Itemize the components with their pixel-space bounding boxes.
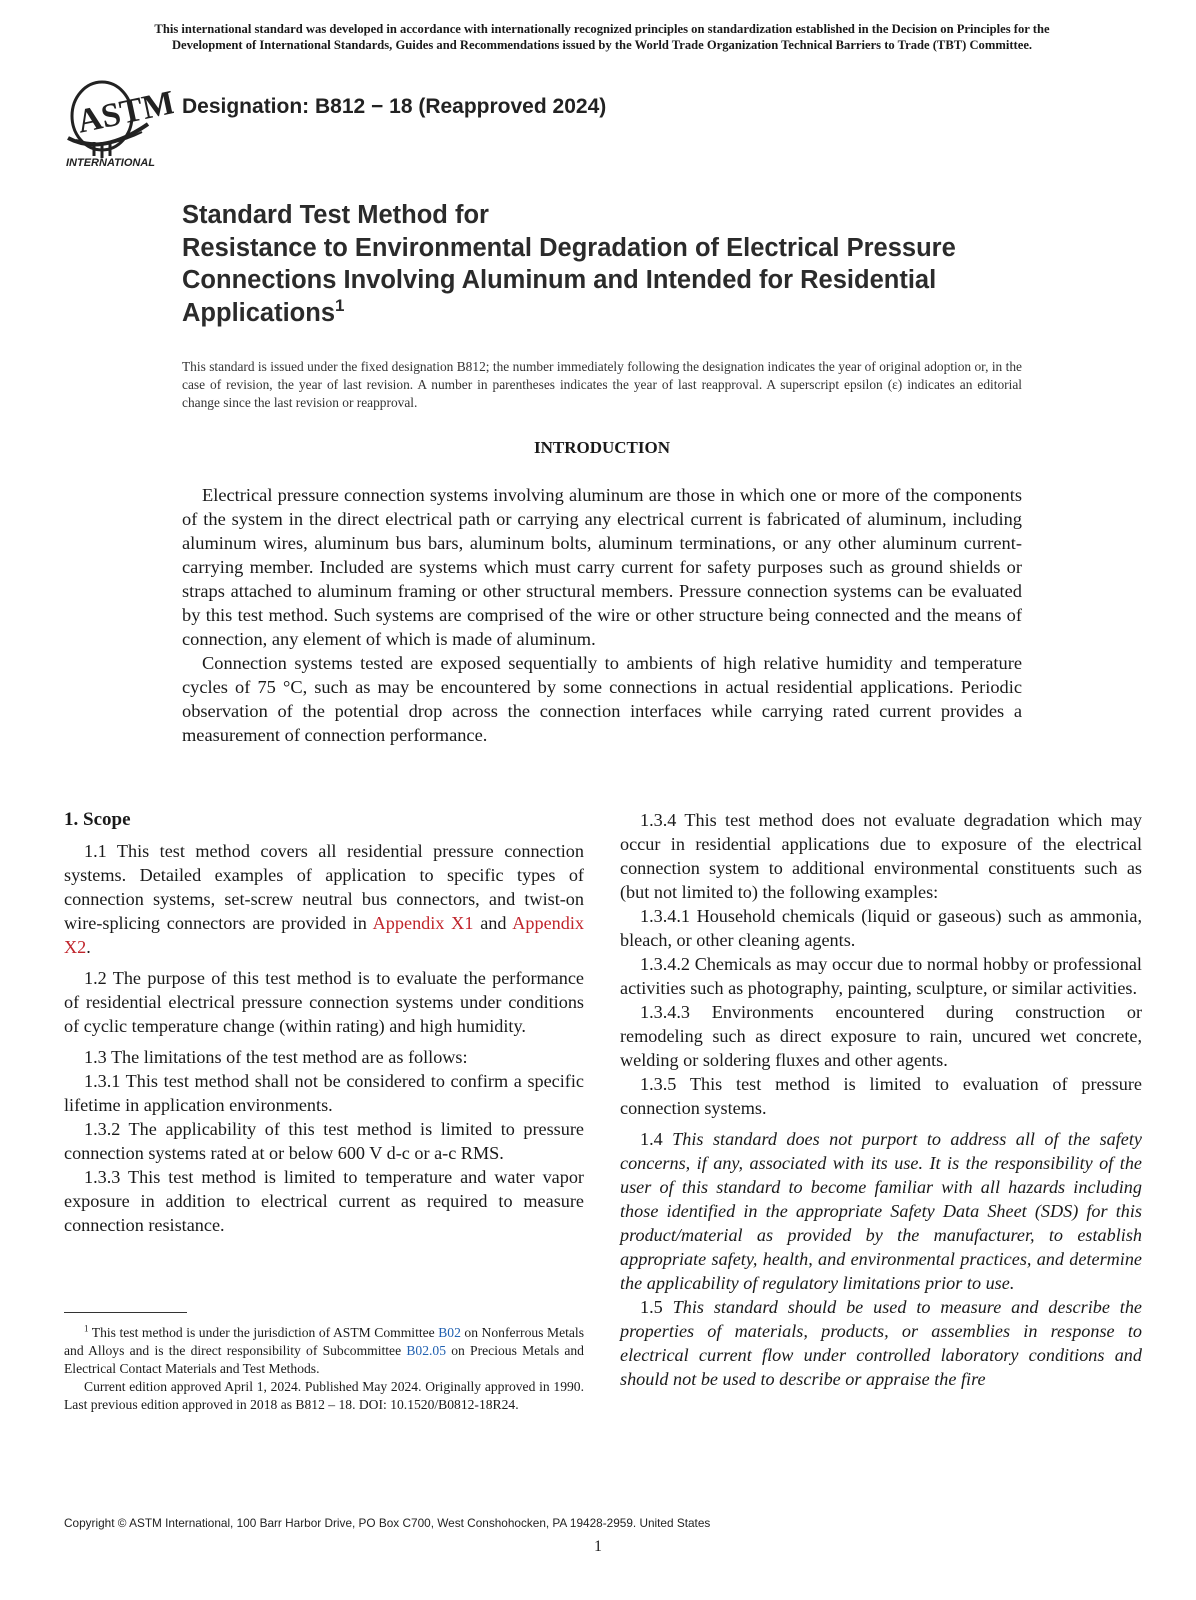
section-1-3-4-3: 1.3.4.3 Environments encountered during construction or remodeling such as direct exposure to rain, uncured wet concrete, welding or soldering fluxes and other agents. (620, 1002, 1142, 1070)
section-1-3-4-2: 1.3.4.2 Chemicals as may occur due to normal hobby or professional activities such as photography, painting, sculpture, or similar activities. (620, 954, 1142, 998)
title-line-1: Standard Test Method for (182, 201, 489, 229)
section-1-1: 1.1 This test method covers all residential pressure connection systems. Detailed examples of application to specific types of connection systems, set-screw neutral bus connectors, and twist-on wire-splicing connectors are provided in Appendix X1 and Appendix X2. (64, 841, 584, 957)
designation: Designation: B812 − 18 (Reapproved 2024) (182, 95, 607, 118)
appendix-x1-link[interactable]: Appendix X1 (372, 913, 474, 933)
svg-text:ASTM: ASTM (74, 84, 174, 141)
section-1-2: 1.2 The purpose of this test method is to evaluate the performance of residential electrical pressure connection systems under conditions of cyclic temperature change (within rating) and high humidity. (64, 968, 584, 1036)
page-number: 1 (594, 1538, 602, 1555)
title-line-2: Resistance to Environmental Degradation of Electrical Pressure Connections Involving Aluminum and Intended for Residential Applications (182, 233, 956, 327)
intro-paragraph-2: Connection systems tested are exposed sequentially to ambients of high relative humidity and temperature cycles of 75 °C, such as may be encountered by some connections in actual residential applications. Periodic observation of the potential drop across the connection interfaces while carrying rated current provides a measurement of connection performance. (182, 653, 1022, 745)
logo-subtext: INTERNATIONAL (66, 157, 156, 168)
copyright: Copyright © ASTM International, 100 Barr Harbor Drive, PO Box C700, West Conshohocken, PA 19428-2959. United States (64, 1516, 711, 1530)
standard-note: This standard is issued under the fixed designation B812; the number immediately following the designation indicates the year of original adoption or, in the case of revision, the year of last revision. A number in parentheses indicates the year of last reapproval. A superscript epsilon (ε) indicates an editorial change since the last revision or reapproval. (182, 359, 1022, 410)
notice-line-2: Development of International Standards, Guides and Recommendations issued by the World Trade Organization Technical Barriers to Trade (TBT) Committee. (171, 38, 1033, 52)
section-1-3-2: 1.3.2 The applicability of this test method is limited to pressure connection systems rated at or below 600 V d-c or a-c RMS. (64, 1119, 584, 1163)
subcommittee-b02-05-link[interactable]: B02.05 (406, 1343, 446, 1358)
scope-heading: 1. Scope (64, 809, 131, 830)
intro-paragraph-1: Electrical pressure connection systems involving aluminum are those in which one or more of the components of the system in the direct electrical path or carrying any electrical current is fabricated of aluminum, including aluminum wires, aluminum bus bars, aluminum bolts, aluminum terminations, or any other aluminum current-carrying member. Included are systems which must carry current for safety purposes such as ground shields or straps attached to aluminum framing or other structural members. Pressure connection systems can be evaluated by this test method. Such systems are comprised of the wire or other structure being connected and the means of connection, any element of which is made of aluminum. (182, 485, 1022, 649)
astm-logo (62, 80, 174, 168)
introduction-body (182, 483, 1022, 747)
section-1-3-1: 1.3.1 This test method shall not be considered to confirm a specific lifetime in application environments. (64, 1071, 584, 1115)
footnote-divider (64, 1312, 187, 1313)
section-1-3-4: 1.3.4 This test method does not evaluate degradation which may occur in residential applications due to exposure of the electrical connection system to additional environmental constituents such as (but not limited to) the following examples: (620, 810, 1142, 902)
section-1-3-3: 1.3.3 This test method is limited to temperature and water vapor exposure in addition to electrical current as required to measure connection resistance. (64, 1167, 584, 1235)
left-column (64, 808, 584, 1237)
footnote-edition: Current edition approved April 1, 2024. Published May 2024. Originally approved in 1990. Last previous edition approved in 2018 as B812 – 18. DOI: 10.1520/B0812-18R24. (64, 1379, 584, 1412)
title-footnote-marker: 1 (335, 295, 345, 315)
appendix-x2-link[interactable]: Appendix X2 (64, 913, 584, 957)
section-1-4: 1.4 This standard does not purport to address all of the safety concerns, if any, associated with its use. It is the responsibility of the user of this standard to become familiar with all hazards including those identified in the appropriate Safety Data Sheet (SDS) for this product/material as provided by the manufacturer, to establish appropriate safety, health, and environmental practices, and determine the applicability of regulatory limitations prior to use. (620, 1129, 1142, 1293)
right-column (620, 808, 1142, 1391)
committee-b02-link[interactable]: B02 (438, 1325, 461, 1340)
document-title (182, 199, 1062, 329)
notice-line-1: This international standard was developed in accordance with internationally recognized principles on standardization established in the Decision on Principles for the (154, 22, 1050, 36)
footnote (64, 1324, 584, 1414)
section-1-5: 1.5 This standard should be used to measure and describe the properties of materials, products, or assemblies in response to electrical current flow under controlled laboratory conditions and should not be used to describe or appraise the fire (620, 1297, 1143, 1389)
footnote-1: $^1$ This test method is under the jurisdiction of ASTM Committee B02 on Nonferrous Metals and Alloys and is the direct responsibility of Subcommittee B02.05 on Precious Metals and Electrical Contact Materials and Test Methods. (64, 1323, 584, 1376)
section-1-3-5: 1.3.5 This test method is limited to evaluation of pressure connection systems. (620, 1074, 1142, 1118)
title-main (182, 232, 1062, 330)
section-1-3: 1.3 The limitations of the test method are as follows: (84, 1047, 468, 1067)
wto-notice (62, 21, 1142, 53)
section-1-3-4-1: 1.3.4.1 Household chemicals (liquid or gaseous) such as ammonia, bleach, or other cleaning agents. (620, 906, 1142, 950)
introduction-heading: INTRODUCTION (533, 438, 671, 457)
